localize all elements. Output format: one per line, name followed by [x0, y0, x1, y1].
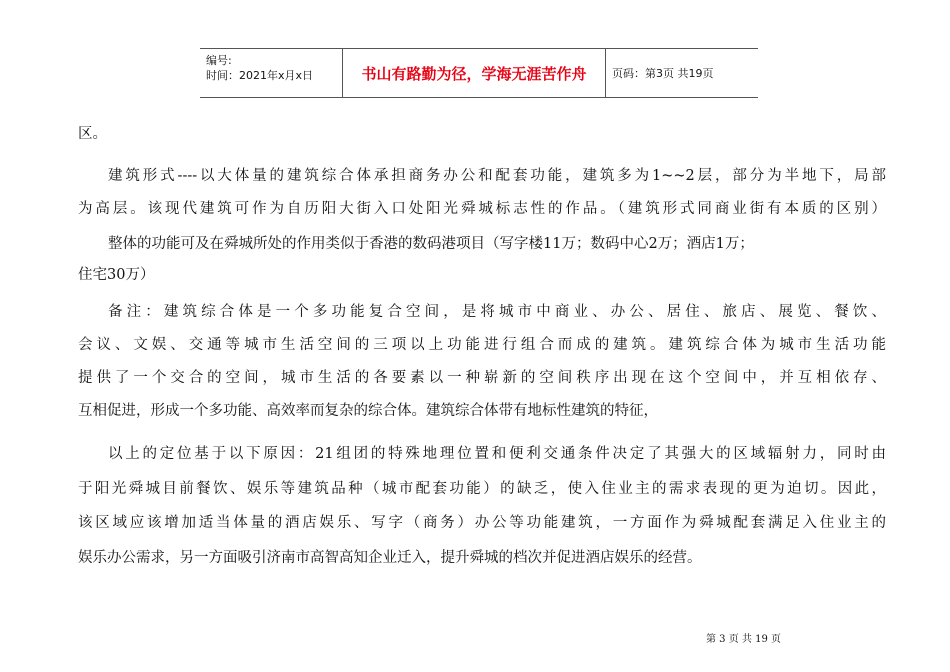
header-motto: 书山有路勤为径，学海无涯苦作舟	[361, 64, 587, 83]
header-page-cell	[606, 49, 758, 97]
page-header	[200, 48, 758, 98]
text-line: 区。	[78, 126, 107, 142]
text-line: 住宅30万）	[78, 267, 155, 283]
text-line: 娱乐办公需求，另一方面吸引济南市高智高知企业迁入，提升舜城的档次并促进酒店娱乐的经营。	[78, 550, 702, 566]
header-page-number: 页码：第3页 共19页	[612, 67, 714, 80]
text-line: 备注：建筑综合体是一个多功能复合空间，是将城市中商业、办公、居住、旅店、展览、餐饮、	[108, 304, 886, 320]
text-line: 整体的功能可及在舜城所处的作用类似于香港的数码港项目（写字楼11万；数码中心2万；酒店1万；	[108, 236, 754, 252]
text-line: 会议、文娱、交通等城市生活空间的三项以上功能进行组合而成的建筑。建筑综合体为城市生活功能	[78, 337, 886, 353]
text-line: 于阳光舜城目前餐饮、娱乐等建筑品种（城市配套功能）的缺乏，使入住业主的需求表现的更为迫切。因此，	[78, 481, 886, 497]
text-line: 以上的定位基于以下原因：21组团的特殊地理位置和便利交通条件决定了其强大的区域辐射力，同时由	[108, 446, 886, 462]
header-motto-cell	[343, 49, 606, 97]
page-footer: 第 3 页 共 19 页	[706, 634, 781, 645]
text-line: 为高层。该现代建筑可作为自历阳大街入口处阳光舜城标志性的作品。（建筑形式同商业街有本质的区别）	[78, 201, 886, 217]
text-line: 互相促进，形成一个多功能、高效率而复杂的综合体。建筑综合体带有地标性建筑的特征，	[78, 403, 658, 419]
text-line: 该区域应该增加适当体量的酒店娱乐、写字（商务）办公等功能建筑，一方面作为舜城配套满足入住业主的	[78, 515, 886, 531]
text-line: 提供了一个交合的空间，城市生活的各要素以一种崭新的空间秩序出现在这个空间中，并互相依存、	[78, 370, 886, 386]
header-meta-cell	[200, 49, 343, 97]
document-time-label: 时间：2021年x月x日	[206, 69, 314, 82]
text-line: 建筑形式----以大体量的建筑综合体承担商务办公和配套功能，建筑多为1~~2层，部分为半地下，局部	[108, 168, 886, 184]
document-number-label: 编号:	[206, 54, 232, 67]
